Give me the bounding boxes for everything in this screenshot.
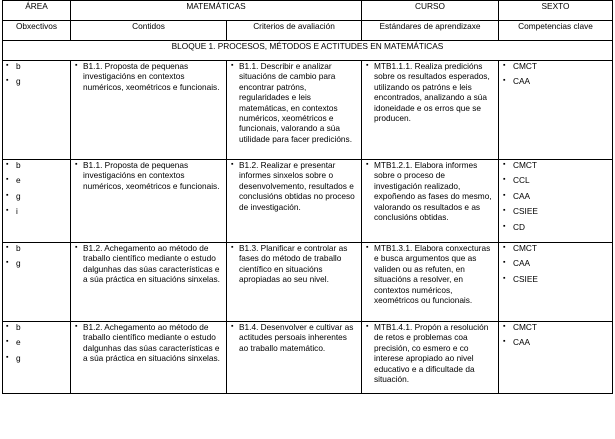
- competence-item: ▪ CAA: [503, 258, 612, 268]
- objectives-cell: [3, 322, 71, 394]
- standard-cell: [362, 61, 499, 160]
- objective-item: ▪ g: [6, 258, 70, 268]
- competence-item: ▪ CD: [503, 222, 612, 232]
- content-cell: [71, 243, 227, 322]
- competence-item: ▪ CAA: [503, 191, 612, 201]
- objective-item: ▪ g: [6, 353, 70, 363]
- criteria-text: ▪ B1.4. Desenvolver e cultivar as actitudes persoais inherentes ao traballo matemático.: [227, 322, 361, 353]
- standard-text: ▪ MTB1.3.1. Elabora conxecturas e busca argumentos que as validen ou as refuten, en situacións a resolver, en contextos numéricos, xeométricos ou funcionais.: [362, 243, 498, 305]
- objective-item: ▪ e: [6, 175, 70, 185]
- content-text: ▪ B1.1. Proposta de pequenas investigacións en contextos numéricos, xeométricos e funcionais.: [71, 160, 226, 191]
- standard-text: ▪ MTB1.4.1. Propón a resolución de retos e problemas coa precisión, co esmero e co interese apropiado ao nivel educativo e a dificultade da situación.: [362, 322, 498, 384]
- table-row: [3, 61, 613, 160]
- objectives-cell: [3, 243, 71, 322]
- objective-item: ▪ b: [6, 61, 70, 71]
- competence-item: ▪ CSIEE: [503, 274, 612, 284]
- column-header: Obxectivos: [3, 21, 71, 41]
- competence-item: ▪ CCL: [503, 175, 612, 185]
- criteria-cell: [227, 61, 362, 160]
- standard-cell: [362, 322, 499, 394]
- competence-item: ▪ CAA: [503, 337, 612, 347]
- curso-label: CURSO: [362, 1, 499, 21]
- competence-item: ▪ CSIEE: [503, 206, 612, 216]
- area-label: ÁREA: [3, 1, 71, 21]
- competence-item: ▪ CAA: [503, 76, 612, 86]
- competences-cell: [499, 160, 613, 243]
- grade-label: SEXTO: [499, 1, 613, 21]
- objective-item: ▪ i: [6, 206, 70, 216]
- competence-item: ▪ CMCT: [503, 61, 612, 71]
- competence-item: ▪ CMCT: [503, 243, 612, 253]
- standard-cell: [362, 243, 499, 322]
- standard-cell: [362, 160, 499, 243]
- objectives-cell: [3, 61, 71, 160]
- objective-item: ▪ b: [6, 243, 70, 253]
- criteria-cell: [227, 160, 362, 243]
- content-cell: [71, 322, 227, 394]
- competences-cell: [499, 243, 613, 322]
- table-row: [3, 160, 613, 243]
- objective-item: ▪ g: [6, 191, 70, 201]
- objective-item: ▪ e: [6, 337, 70, 347]
- curriculum-table: [2, 0, 613, 394]
- block-title-row: [3, 41, 613, 61]
- content-text: ▪ B1.1. Proposta de pequenas investigacións en contextos numéricos, xeométricos e funcionais.: [71, 61, 226, 92]
- standard-text: ▪ MTB1.1.1. Realiza predicións sobre os resultados esperados, utilizando os patróns e leis encontrados, analizando a súa idoneidade e os erros que se producen.: [362, 61, 498, 123]
- column-header: Estándares de aprendizaxe: [362, 21, 499, 41]
- criteria-cell: [227, 243, 362, 322]
- criteria-text: ▪ B1.3. Planificar e controlar as fases do método de traballo científico en situacións apropiadas ao seu nivel.: [227, 243, 361, 285]
- column-header-row: [3, 21, 613, 41]
- criteria-cell: [227, 322, 362, 394]
- objective-item: ▪ b: [6, 322, 70, 332]
- objective-item: ▪ b: [6, 160, 70, 170]
- table-row: [3, 243, 613, 322]
- competence-item: ▪ CMCT: [503, 322, 612, 332]
- table-row: [3, 322, 613, 394]
- subject-title: MATEMÁTICAS: [71, 1, 362, 21]
- content-cell: [71, 61, 227, 160]
- criteria-text: ▪ B1.2. Realizar e presentar informes sinxelos sobre o desenvolvemento, resultados e conclusións obtidas no proceso de investigación.: [227, 160, 361, 212]
- competences-cell: [499, 322, 613, 394]
- block-title: BLOQUE 1. PROCESOS, MÉTODOS E ACTITUDES EN MATEMÁTICAS: [3, 41, 613, 61]
- standard-text: ▪ MTB1.2.1. Elabora informes sobre o proceso de investigación realizado, expoñendo as fases do mesmo, valorando os resultados e as conclusións obtidas.: [362, 160, 498, 222]
- content-cell: [71, 160, 227, 243]
- competences-cell: [499, 61, 613, 160]
- column-header: Criterios de avaliación: [227, 21, 362, 41]
- objective-item: ▪ g: [6, 76, 70, 86]
- competence-item: ▪ CMCT: [503, 160, 612, 170]
- column-header: Contidos: [71, 21, 227, 41]
- content-text: ▪ B1.2. Achegamento ao método de traballo científico mediante o estudo dalgunhas das súas características e a súa práctica en situacións sinxelas.: [71, 322, 226, 364]
- column-header: Competencias clave: [499, 21, 613, 41]
- content-text: ▪ B1.2. Achegamento ao método de traballo científico mediante o estudo dalgunhas das súas características e a súa práctica en situacións sinxelas.: [71, 243, 226, 285]
- criteria-text: ▪ B1.1. Describir e analizar situacións de cambio para encontrar patróns, regularidades e leis matemáticas, en contextos numéricos, xeométricos e funcionais, valorando a súa utilidade para facer predicións.: [227, 61, 361, 144]
- objectives-cell: [3, 160, 71, 243]
- header-row: [3, 1, 613, 21]
